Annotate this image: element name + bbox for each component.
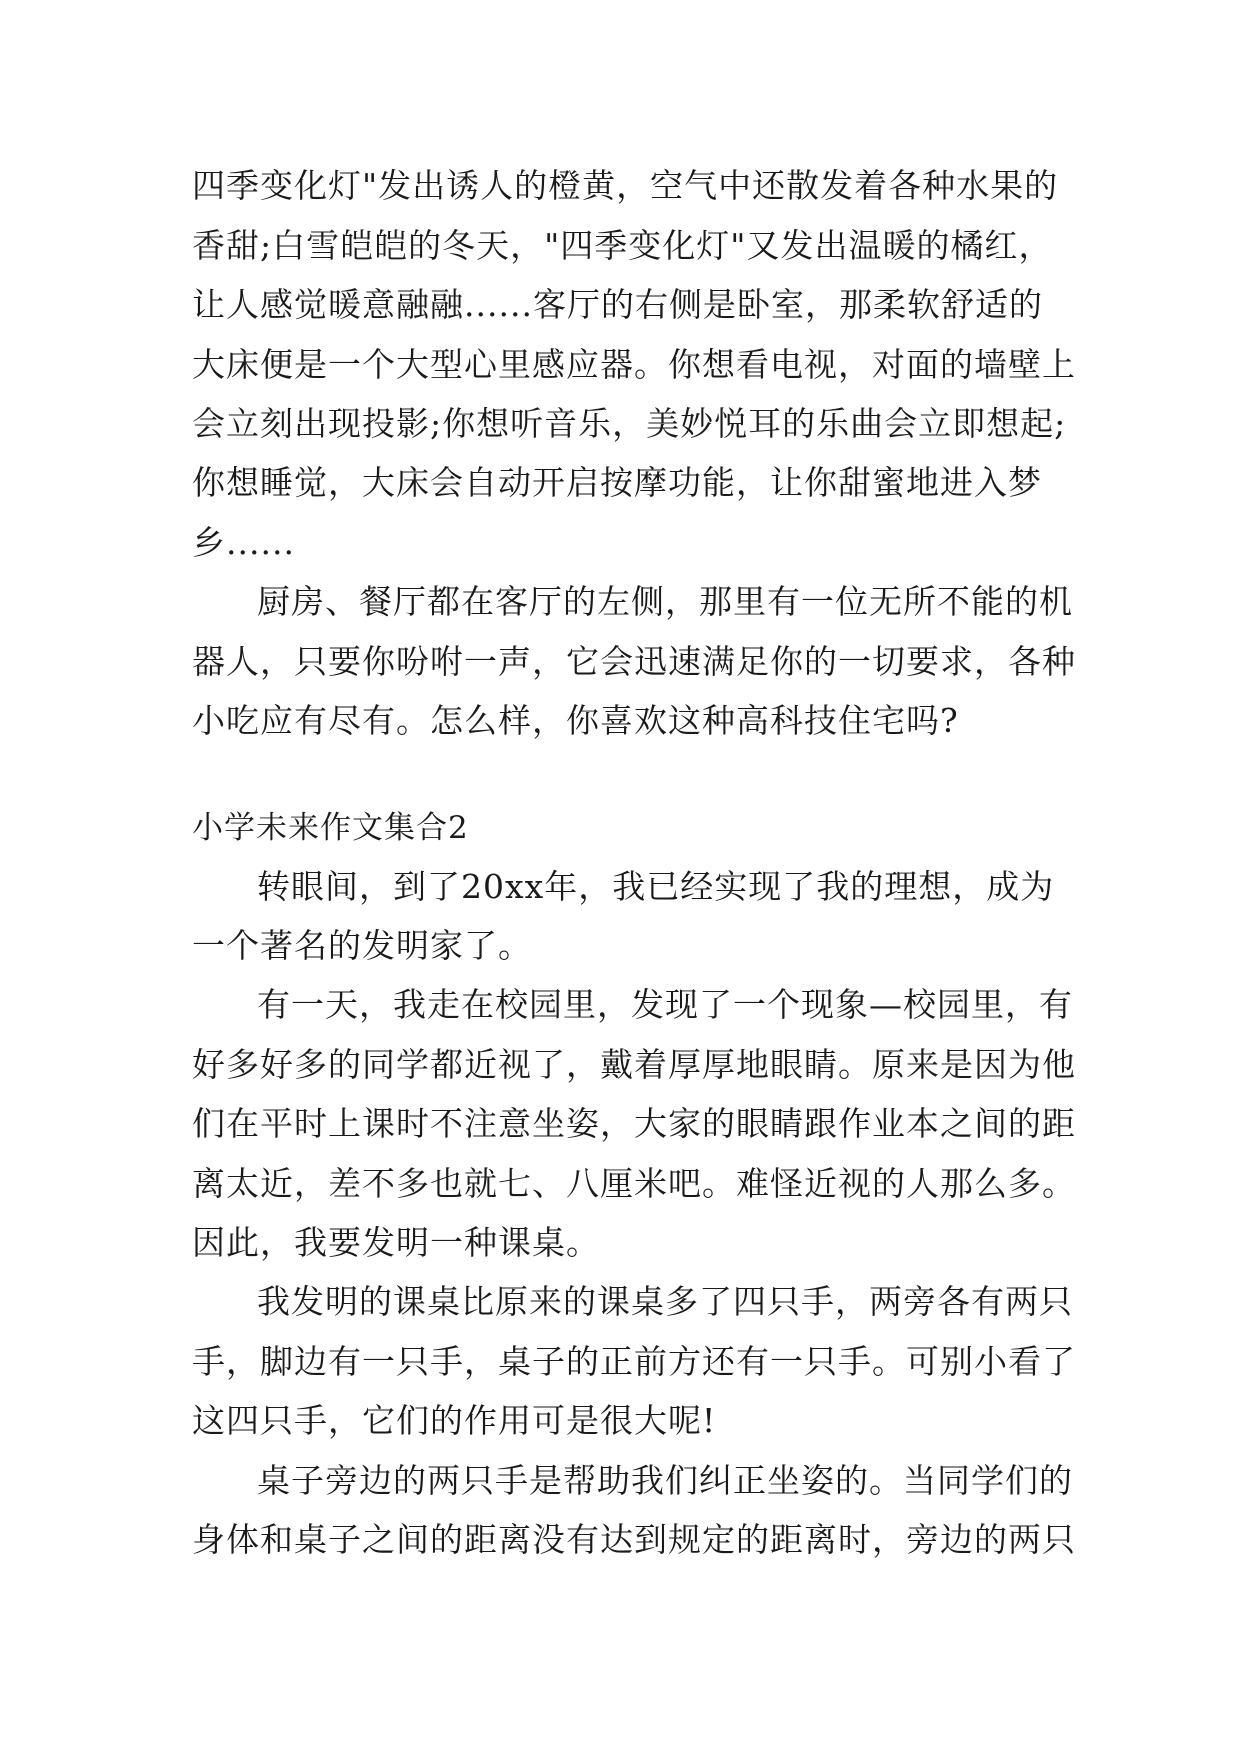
text-line: 器人，只要你吩咐一声，它会迅速满足你的一切要求，各种 (192, 642, 1076, 681)
text-line: 离太近，差不多也就七、八厘米吧。难怪近视的人那么多。 (192, 1164, 1076, 1203)
text-line: 让人感觉暖意融融......客厅的右侧是卧室，那柔软舒适的 (192, 285, 1043, 324)
paragraph-first-line: 有一天，我走在校园里，发现了一个现象—校园里，有 (257, 985, 1073, 1024)
text-line: 这四只手，它们的作用可是很大呢! (192, 1401, 717, 1440)
text-line: 身体和桌子之间的距离没有达到规定的距离时，旁边的两只 (192, 1520, 1076, 1559)
text-line: 香甜;白雪皑皑的冬天，"四季变化灯"又发出温暖的橘红， (192, 226, 1053, 265)
text-line: 大床便是一个大型心里感应器。你想看电视，对面的墙壁上 (192, 345, 1076, 384)
paragraph-first-line: 转眼间，到了20xx年，我已经实现了我的理想，成为 (257, 867, 1055, 906)
text-line: 好多好多的同学都近视了，戴着厚厚地眼睛。原来是因为他 (192, 1045, 1076, 1084)
text-line: 乡...... (192, 523, 295, 562)
text-line: 们在平时上课时不注意坐姿，大家的眼睛跟作业本之间的距 (192, 1104, 1076, 1143)
paragraph-first-line: 我发明的课桌比原来的课桌多了四只手，两旁各有两只 (257, 1282, 1073, 1321)
text-line: 一个著名的发明家了。 (192, 926, 532, 965)
text-line: 会立刻出现投影;你想听音乐，美妙悦耳的乐曲会立即想起; (192, 404, 1067, 443)
section-heading: 小学未来作文集合2 (192, 810, 469, 846)
text-line: 小吃应有尽有。怎么样，你喜欢这种高科技住宅吗? (192, 701, 959, 740)
text-line: 手，脚边有一只手，桌子的正前方还有一只手。可别小看了 (192, 1342, 1076, 1381)
text-line: 你想睡觉，大床会自动开启按摩功能，让你甜蜜地进入梦 (192, 463, 1042, 502)
text-line: 四季变化灯"发出诱人的橙黄，空气中还散发着各种水果的 (192, 166, 1059, 205)
paragraph-first-line: 厨房、餐厅都在客厅的左侧，那里有一位无所不能的机 (257, 582, 1073, 621)
paragraph-first-line: 桌子旁边的两只手是帮助我们纠正坐姿的。当同学们的 (257, 1461, 1073, 1500)
text-line: 因此，我要发明一种课桌。 (192, 1223, 600, 1262)
